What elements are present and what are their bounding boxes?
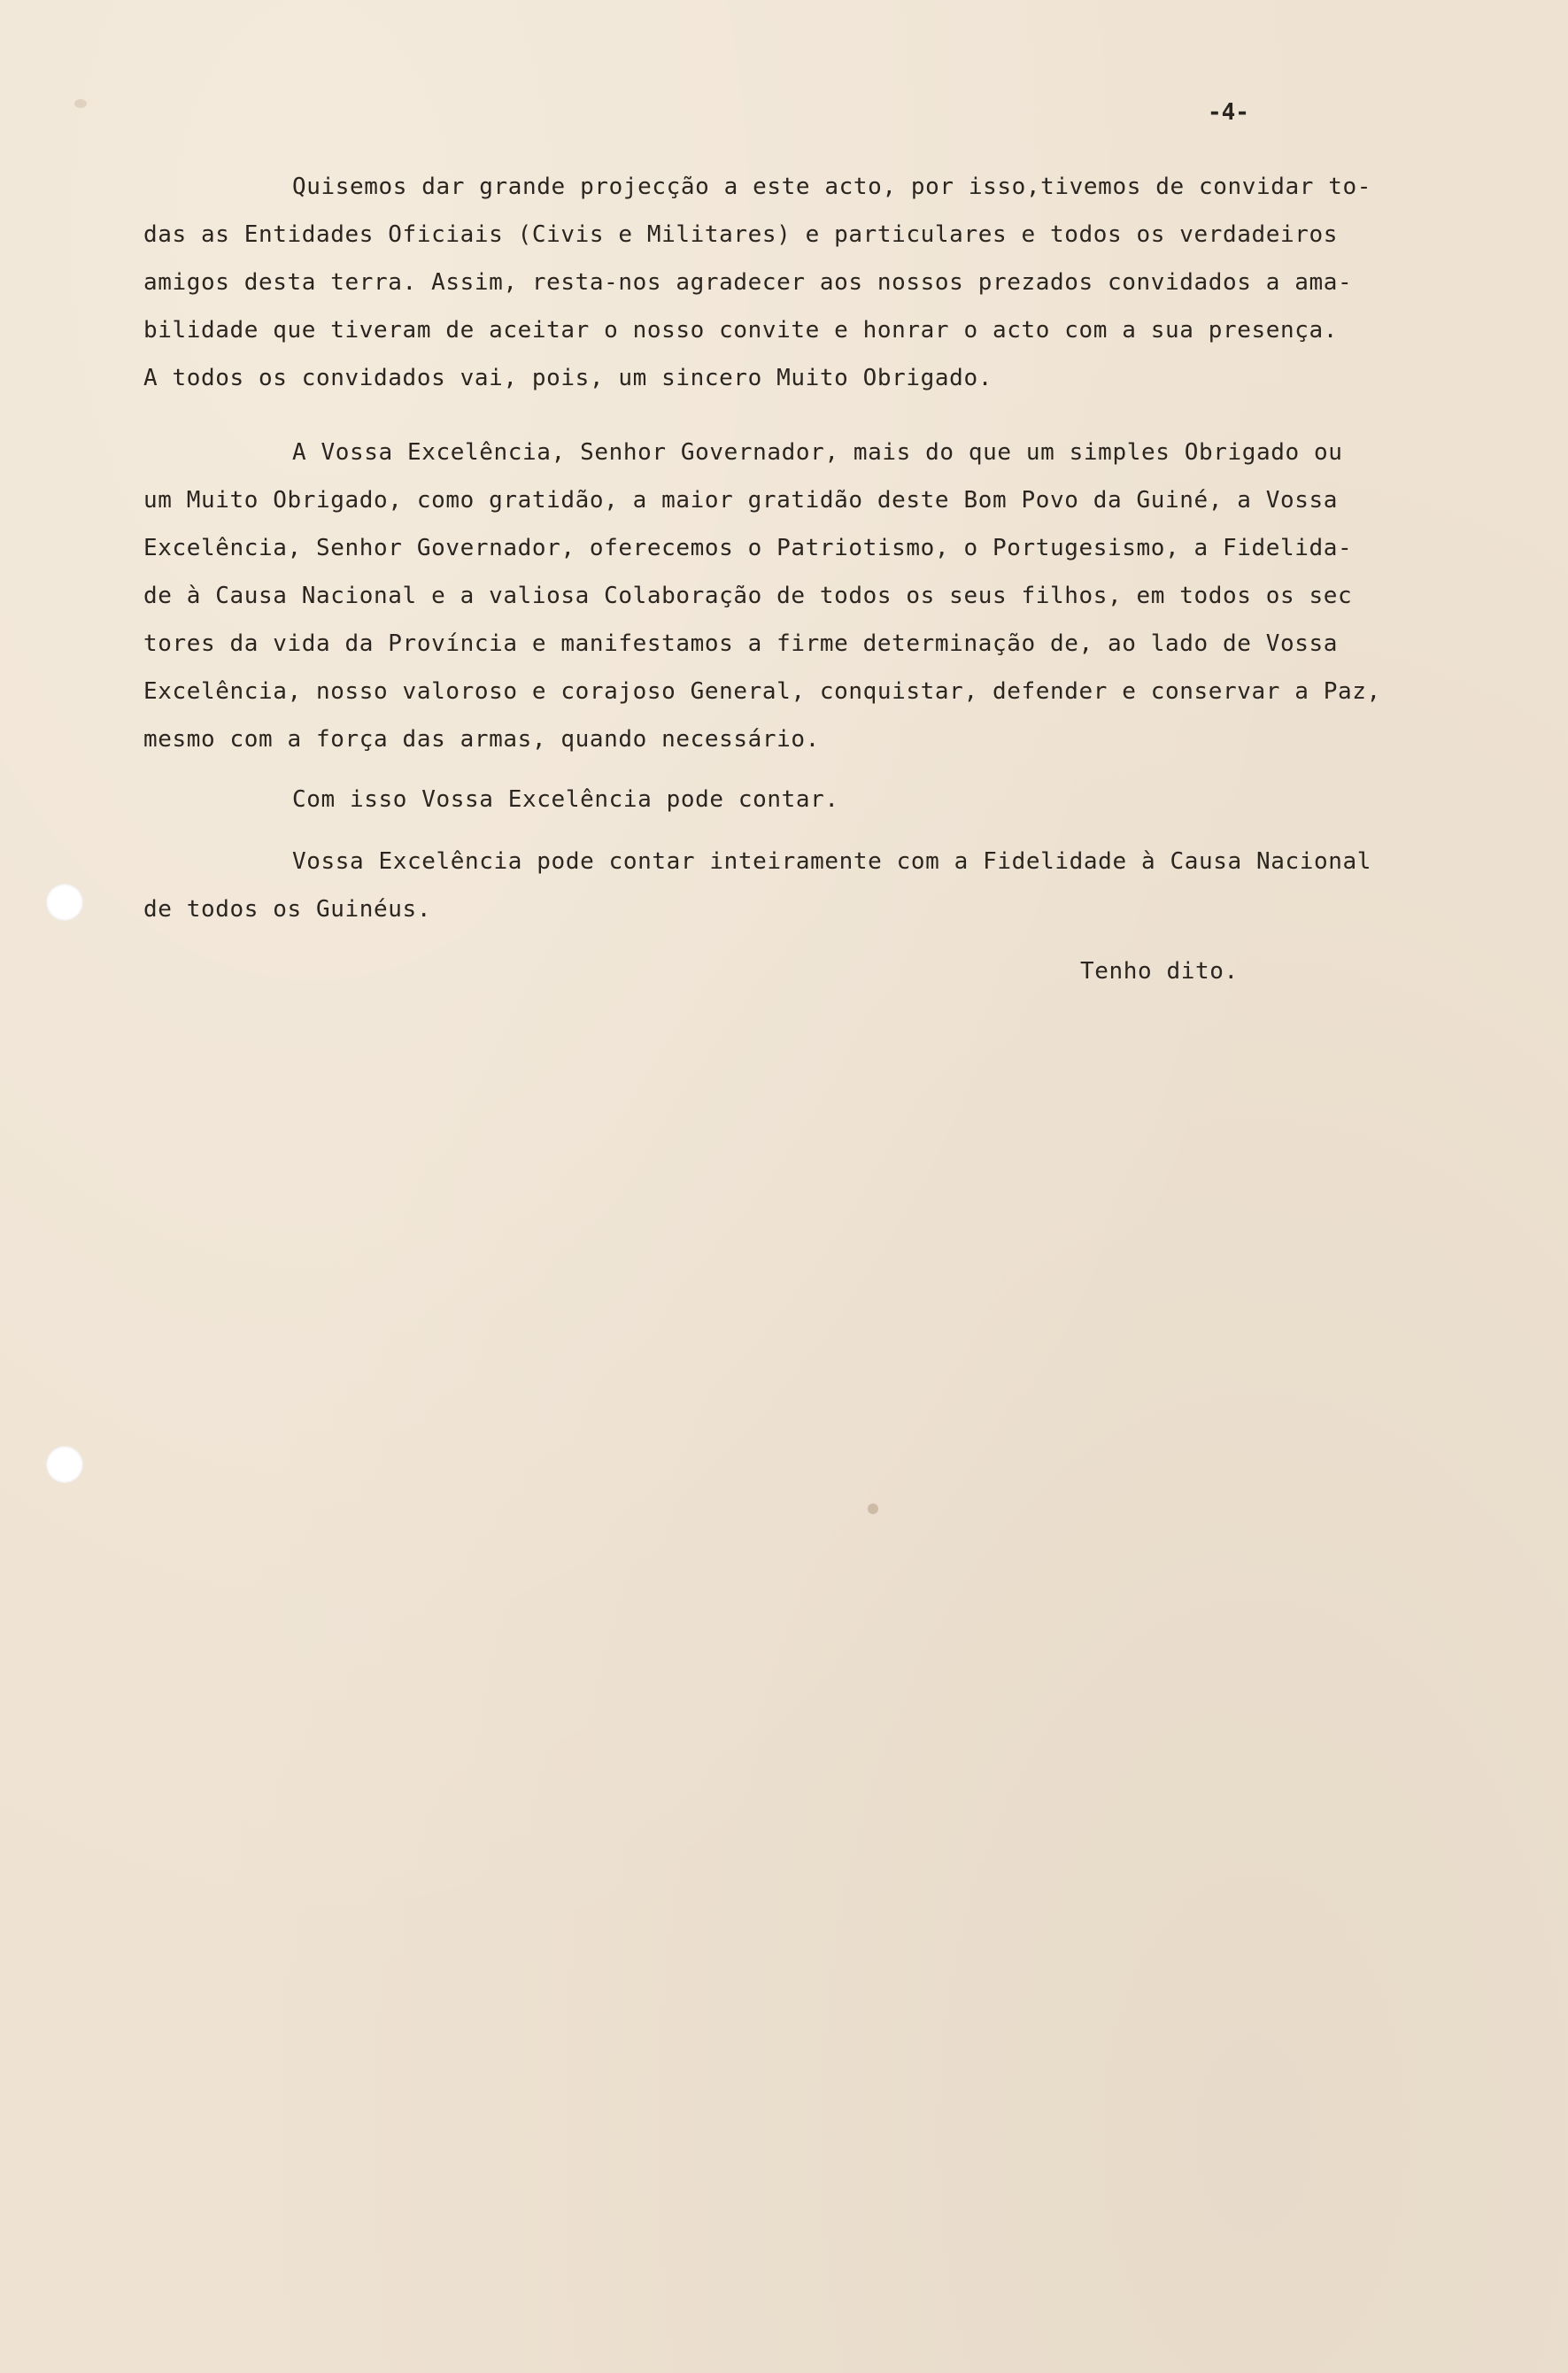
paper-mark-corner bbox=[74, 99, 87, 108]
text-line: de todos os Guinéus. bbox=[143, 896, 432, 923]
text-line: um Muito Obrigado, como gratidão, a maior gratidão deste Bom Povo da Guiné, a Vossa bbox=[143, 487, 1339, 514]
text-line: Com isso Vossa Excelência pode contar. bbox=[292, 786, 839, 813]
text-line: das as Entidades Oficiais (Civis e Militares) e particulares e todos os verdadeiros bbox=[143, 221, 1339, 248]
paragraph-3 bbox=[143, 786, 1436, 822]
paragraph-1 bbox=[143, 174, 1436, 404]
page-number: -4- bbox=[1208, 99, 1249, 126]
text-line: bilidade que tiveram de aceitar o nosso convite e honrar o acto com a sua presença. bbox=[143, 317, 1339, 344]
text-line: amigos desta terra. Assim, resta-nos agradecer aos nossos prezados convidados a ama- bbox=[143, 269, 1353, 296]
paragraph-2 bbox=[143, 439, 1436, 758]
paper-mark bbox=[868, 1503, 878, 1514]
text-line: mesmo com a força das armas, quando necessário. bbox=[143, 726, 820, 753]
text-line: de à Causa Nacional e a valiosa Colaboração de todos os seus filhos, em todos os sec bbox=[143, 583, 1353, 609]
punch-hole-upper bbox=[46, 884, 83, 921]
text-line: Quisemos dar grande projecção a este acto, por isso,tivemos de convidar to- bbox=[292, 174, 1371, 200]
text-line: A Vossa Excelência, Senhor Governador, mais do que um simples Obrigado ou bbox=[292, 439, 1343, 466]
text-line: Excelência, Senhor Governador, oferecemos o Patriotismo, o Portugesismo, a Fidelida- bbox=[143, 535, 1353, 561]
text-line: tores da vida da Província e manifestamos a firme determinação de, ao lado de Vossa bbox=[143, 630, 1339, 657]
text-line: Excelência, nosso valoroso e corajoso General, conquistar, defender e conservar a Paz, bbox=[143, 678, 1381, 705]
punch-hole-lower bbox=[46, 1446, 83, 1483]
paragraph-4 bbox=[143, 848, 1436, 937]
text-line: A todos os convidados vai, pois, um sincero Muito Obrigado. bbox=[143, 365, 993, 391]
text-line: Vossa Excelência pode contar inteiramente com a Fidelidade à Causa Nacional bbox=[292, 848, 1371, 875]
signoff: Tenho dito. bbox=[1080, 958, 1239, 985]
